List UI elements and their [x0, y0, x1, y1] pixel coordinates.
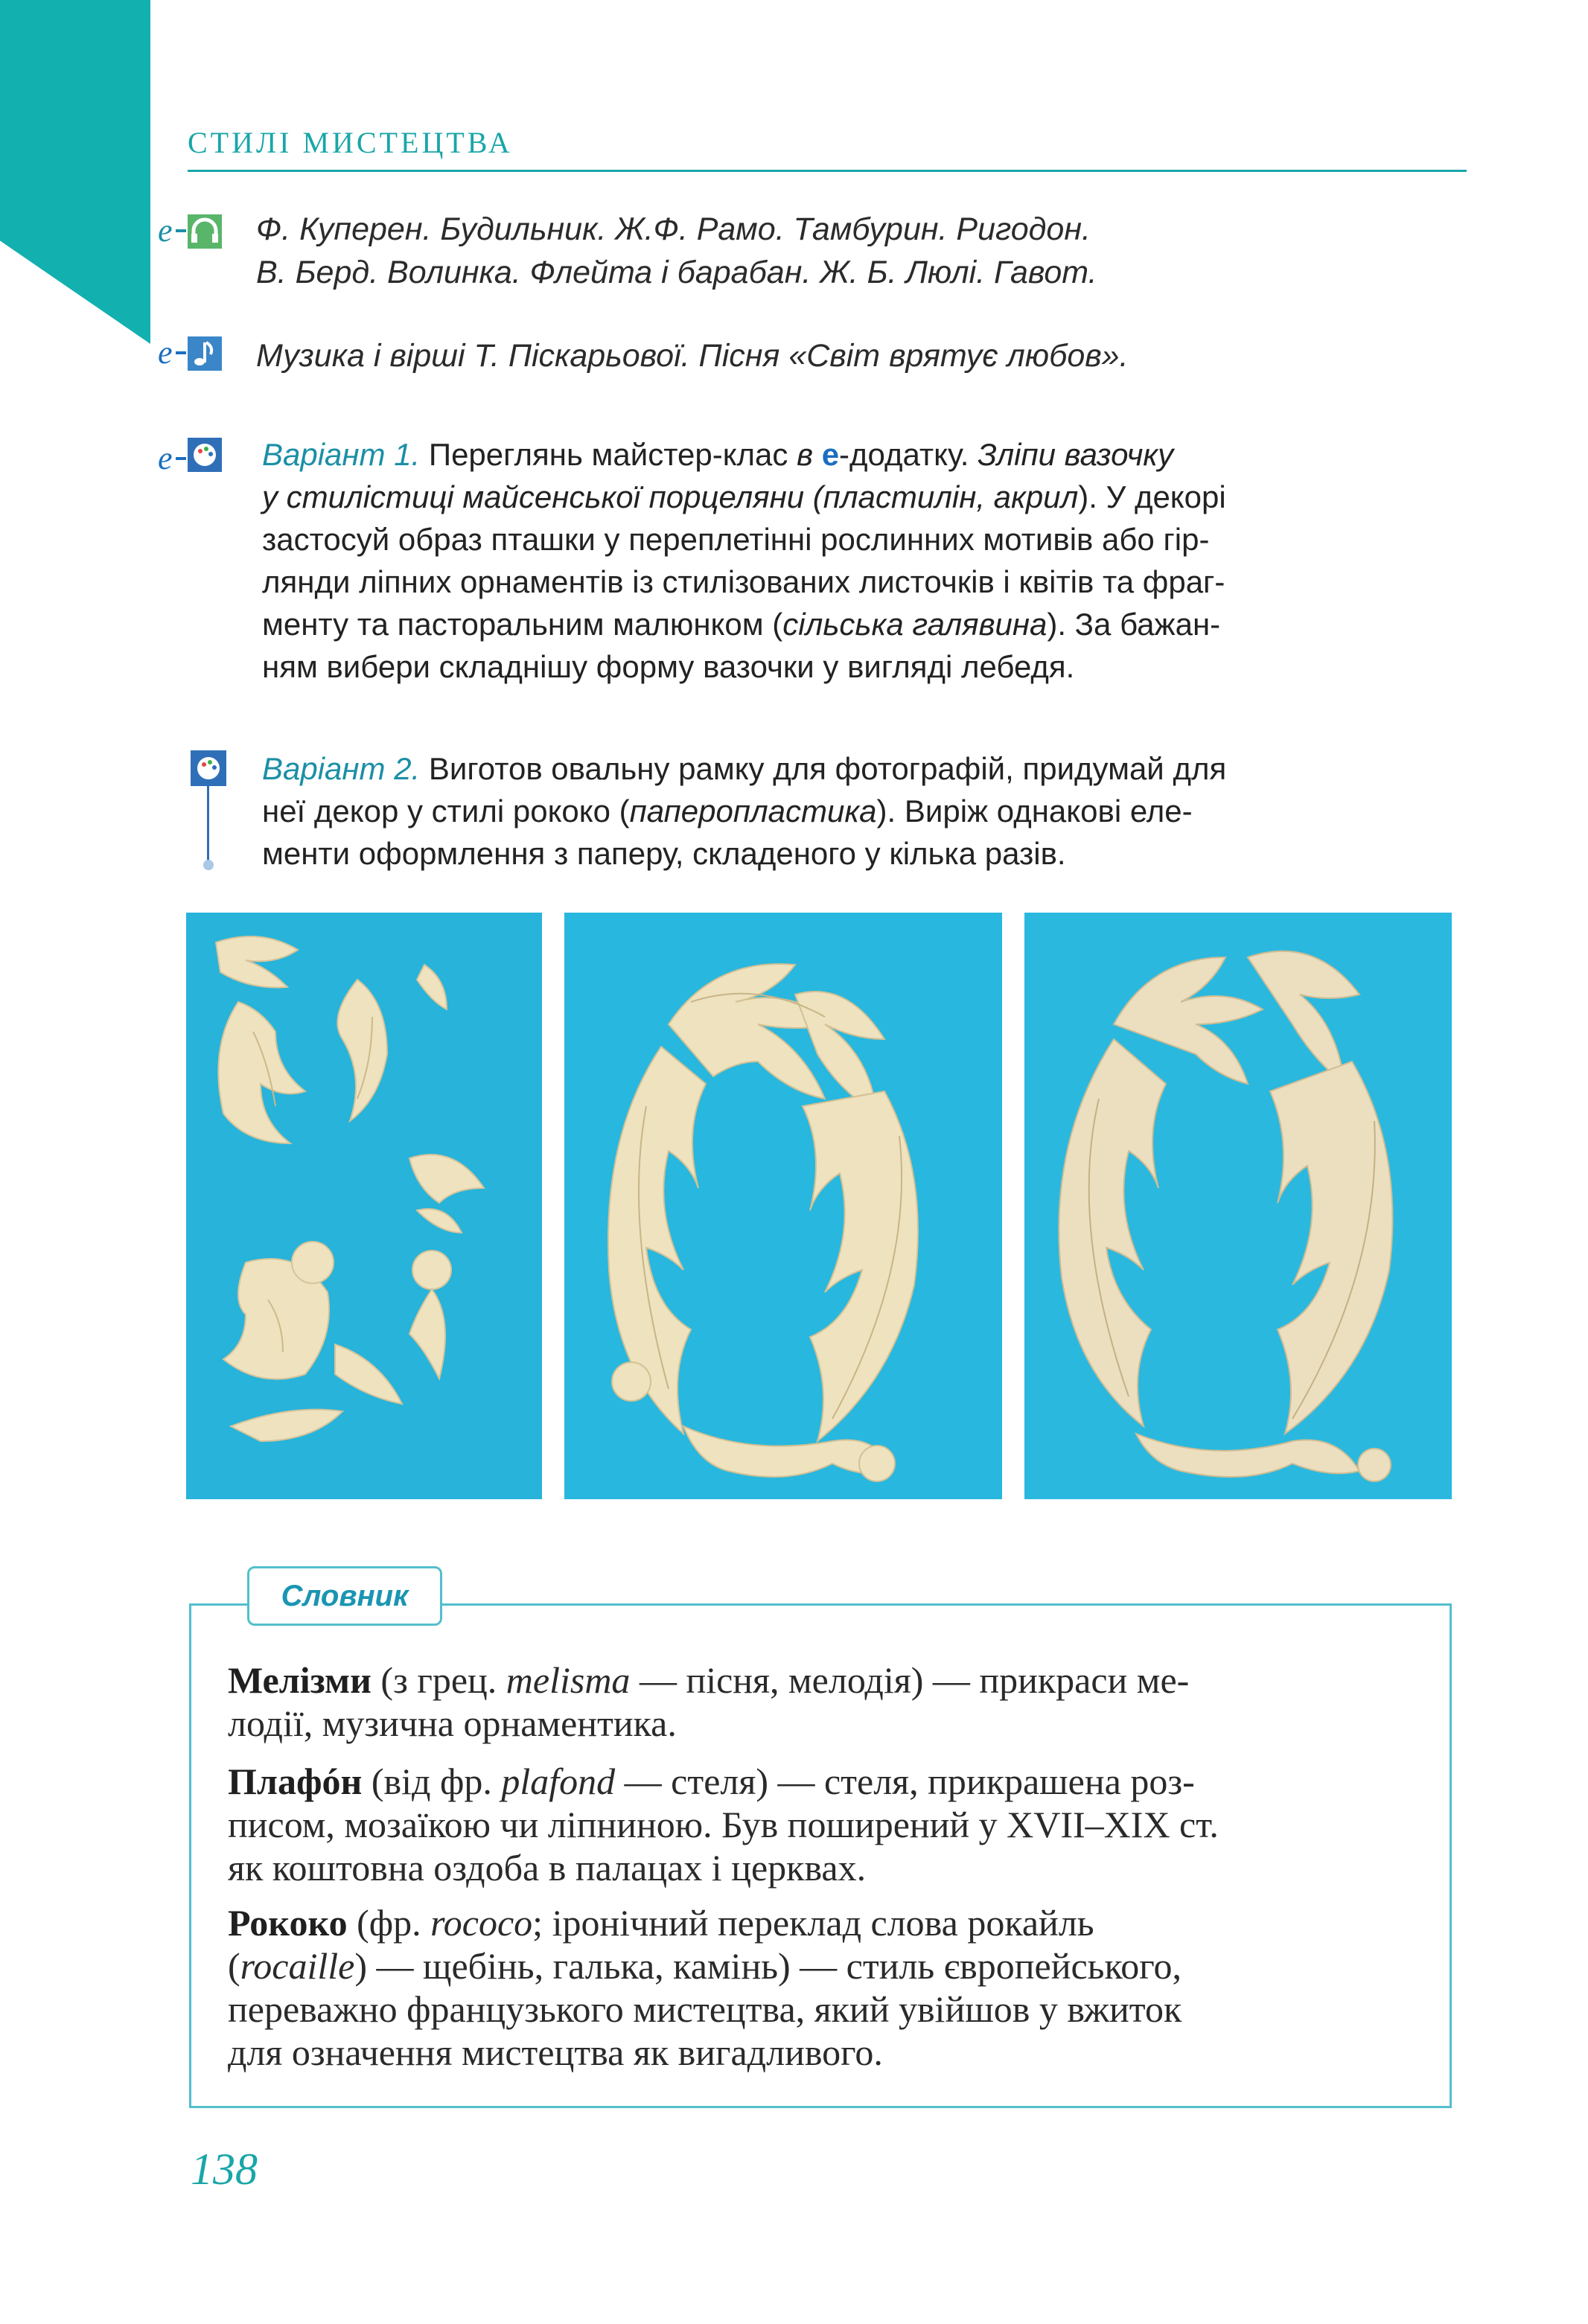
listening-list-line-2: В. Берд. Волинка. Флейта і барабан. Ж. Б. Люлі. Гавот.	[256, 255, 1097, 290]
e-headphones-icon[interactable]	[156, 210, 234, 252]
variant-2-label: Варіант 2.	[262, 751, 421, 786]
e-palette-icon[interactable]	[156, 435, 234, 476]
photo-frame-assembled	[564, 913, 1002, 1499]
palette-icon	[188, 747, 232, 874]
listening-list-line-1: Ф. Куперен. Будильник. Ж.Ф. Рамо. Тамбурин. Ригодон.	[256, 211, 1091, 247]
variant-2-paragraph: Варіант 2. Виготов овальну рамку для фотографій, придумай для неї декор у стилі рококо (паперопластика). Виріж однакові еле- менти оформлення з паперу, складеного у кілька разів.	[262, 751, 1227, 871]
corner-decoration	[0, 0, 150, 344]
glossary-term-melisma: Мелізми (з грец. melisma — пісня, мелодія) — прикраси ме- лодії, музична орнаментика.	[228, 1659, 1190, 1744]
section-title: СТИЛІ МИСТЕЦТВА	[188, 126, 513, 159]
glossary-term-rococo: Рококо (фр. rococo; іронічний переклад слова рокайль (rocaille) — щебінь, галька, камінь) — стиль європейського, переважно французького мистецтва, який увійшов у вжиток для означення мистецтва як вигадливого.	[228, 1902, 1182, 2073]
photo-paper-elements	[186, 913, 542, 1499]
glossary-tab: Словник	[247, 1566, 442, 1626]
variant-1-paragraph: Варіант 1. Переглянь майстер-клас в е-додатку. Зліпи вазочку у стилістиці майсенської порцеляни (пластилін, акрил). У декорі застосуй образ пташки у переплетінні рослинних мотивів або гір- лянди ліпних орнаментів із стилізованих листочків і квітів та фраг- менту та пасторальним малюнком (сільська галявина). За бажан- ням вибери складнішу форму вазочки у вигляді лебедя.	[262, 437, 1226, 684]
song-line: Музика і вірші Т. Піскарьової. Пісня «Світ врятує любов».	[256, 338, 1129, 374]
variant-1-label: Варіант 1.	[262, 437, 421, 472]
svg-text:e: e	[158, 212, 173, 249]
glossary-term-plafond: Плафóн (від фр. plafond — стеля) — стеля, прикрашена роз- писом, мозаїкою чи ліпниною. Був поширений у XVII–XIX ст. як коштовна оздоба в палацах і церквах.	[228, 1760, 1219, 1889]
header-divider	[188, 170, 1467, 172]
photo-frame-finished	[1024, 913, 1452, 1499]
svg-text:e: e	[158, 440, 173, 476]
e-music-note-icon[interactable]	[156, 332, 234, 374]
page-number: 138	[191, 2145, 258, 2194]
svg-text:e: e	[158, 334, 173, 371]
